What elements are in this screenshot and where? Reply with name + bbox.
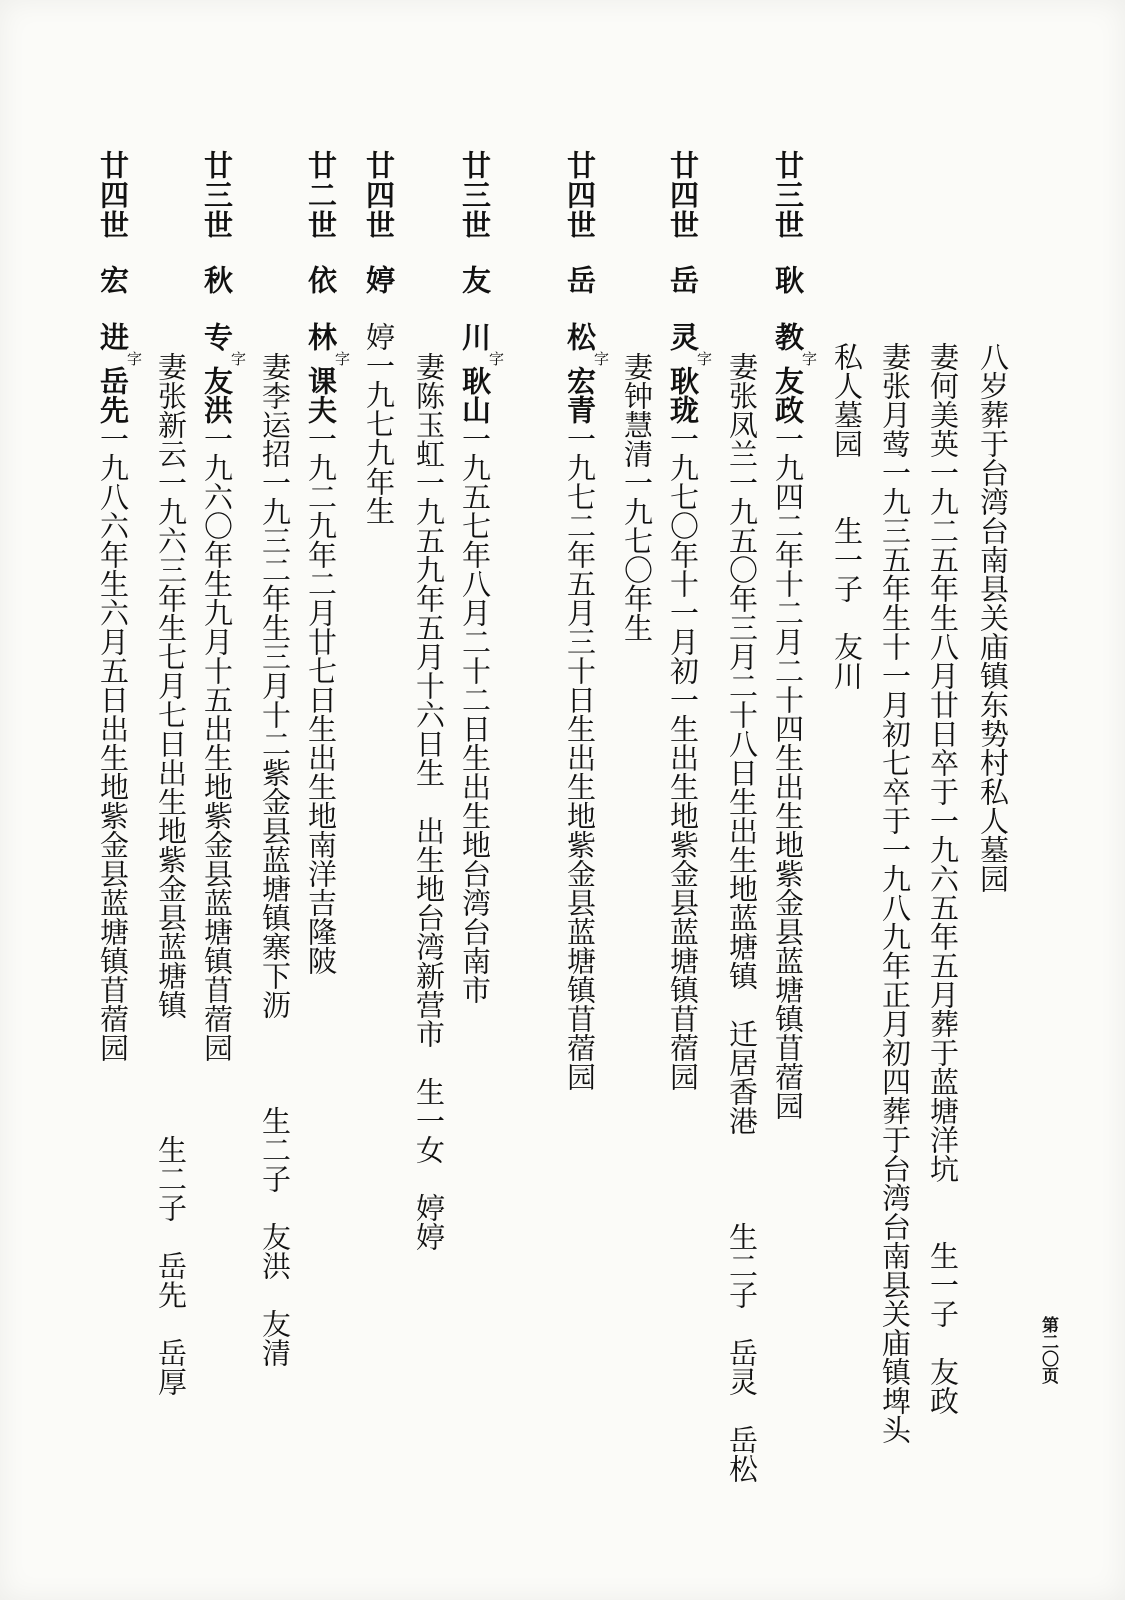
given-name: 林 [304,322,338,351]
surname-char: 依 [304,265,338,294]
courtesy-name: 宏青 [563,366,597,424]
entry-line [771,322,818,1120]
continuation-line: 八岁葬于台湾台南县关庙镇东势村私人墓园 [976,342,1010,893]
surname-char: 友 [458,265,492,294]
generation-label: 廿四世 [666,150,700,240]
given-name: 进 [96,322,130,351]
entry-text: 一九七二年五月三十日生出生地紫金县蓝塘镇苜蓿园 [563,424,597,1091]
surname-char: 岳 [563,265,597,294]
courtesy-name: 耿山 [458,366,492,424]
entry-text: 一九四二年十二月二十四生出生地紫金县蓝塘镇苜蓿园 [771,424,805,1120]
spouse-line: 妻张凤兰一九五〇年三月二十八日生出生地蓝塘镇 迁居香港 生二子 岳灵 岳松 [725,352,759,1483]
generation-label: 廿四世 [362,150,396,240]
given-name: 松 [563,322,597,351]
continuation-line: 妻何美英一九二五年生八月廿日卒于一九六五年五月葬于蓝塘洋坑 生一子 友政 [926,342,960,1415]
entry-line [563,322,610,1091]
courtesy-name: 课夫 [304,366,338,424]
entry-line [304,322,351,975]
entry-line [96,322,143,1062]
zi-mark: 字 [800,351,818,366]
entry-text: 一九八六年生六月五日出生地紫金县蓝塘镇苜蓿园 [96,424,130,1062]
surname-char: 宏 [96,265,130,294]
continuation-line: 妻张月莺一九三五年生十一月初七卒于一九八九年正月初四葬于台湾台南县关庙镇埤头 [878,342,912,1444]
courtesy-name: 友政 [771,366,805,424]
courtesy-name: 耿珑 [666,366,700,424]
continuation-line: 私人墓园 生一子 友川 [830,342,864,690]
entry-text: 一九六〇年生九月十五出生地紫金县蓝塘镇苜蓿园 [200,424,234,1062]
zi-mark: 字 [333,351,351,366]
spouse-line: 妻钟慧清一九七〇年生 [620,352,654,642]
zi-mark: 字 [695,351,713,366]
surname-char: 秋 [200,265,234,294]
entry-line [200,322,247,1062]
zi-mark: 字 [487,351,505,366]
generation-label: 廿二世 [304,150,338,240]
entry-text: 一九七九年生 [362,351,396,525]
spouse-line: 妻张新云一九六三年生七月七日出生地紫金县蓝塘镇 生二子 岳先 岳厚 [154,352,188,1396]
generation-label: 廿三世 [458,150,492,240]
given-name: 婷 [362,322,396,351]
spouse-line: 妻李运招一九三二年生三月十二紫金县蓝塘镇寨下沥 生二子 友洪 友清 [258,352,292,1367]
entry-text: 一九二九年二月廿七日生出生地南洋吉隆陂 [304,424,338,975]
surname-char: 耿 [771,265,805,294]
surname-char: 婷 [362,265,396,294]
given-name: 灵 [666,322,700,351]
entry-text: 一九七〇年十一月初一生出生地紫金县蓝塘镇苜蓿园 [666,424,700,1091]
given-name: 川 [458,322,492,351]
entry-text: 一九五七年八月二十二日生出生地台湾台南市 [458,424,492,1004]
entry-line [362,322,396,525]
generation-label: 廿三世 [200,150,234,240]
zi-mark: 字 [125,351,143,366]
zi-mark: 字 [592,351,610,366]
page-number: 第二〇页 [1038,1316,1058,1384]
given-name: 教 [771,322,805,351]
entry-line [458,322,505,1004]
generation-label: 廿四世 [563,150,597,240]
zi-mark: 字 [229,351,247,366]
generation-label: 廿三世 [771,150,805,240]
given-name: 专 [200,322,234,351]
courtesy-name: 岳先 [96,366,130,424]
surname-char: 岳 [666,265,700,294]
entry-line [666,322,713,1091]
generation-label: 廿四世 [96,150,130,240]
spouse-line: 妻陈玉虹一九五九年五月十六日生 出生地台湾新营市 生一女 婷婷 [412,352,446,1251]
courtesy-name: 友洪 [200,366,234,424]
